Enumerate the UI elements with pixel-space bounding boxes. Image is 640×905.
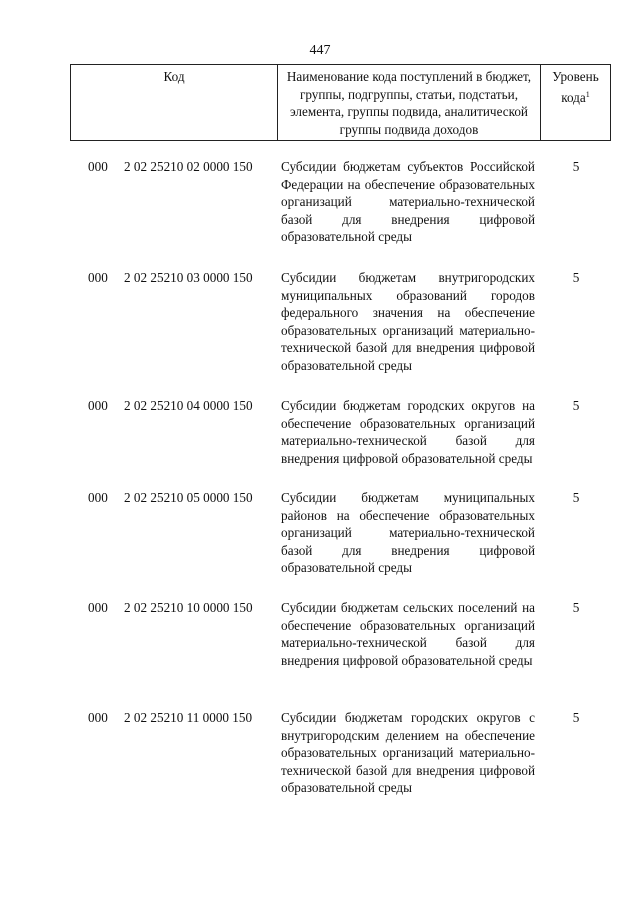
code-level: 5 bbox=[572, 600, 580, 615]
table-row bbox=[70, 397, 611, 489]
admin-code: 000 bbox=[88, 490, 108, 505]
code-level: 5 bbox=[572, 159, 580, 174]
table-row bbox=[70, 709, 611, 797]
header-level bbox=[541, 65, 611, 140]
table-row bbox=[70, 599, 611, 709]
revenue-name: Субсидии бюджетам муниципальных районов на обеспечение образовательных организаций материально-технической базой для внедрения цифровой образовательной среды bbox=[281, 490, 535, 575]
admin-code: 000 bbox=[88, 398, 108, 413]
revenue-name: Субсидии бюджетам внутригородских муниципальных образований городов федерального значения на обеспечение образовательных организаций материально-технической базой для внедрения цифровой образовательной среды bbox=[281, 270, 535, 373]
revenue-code: 2 02 25210 10 0000 150 bbox=[124, 600, 253, 615]
revenue-code: 2 02 25210 04 0000 150 bbox=[124, 398, 253, 413]
revenue-code: 2 02 25210 02 0000 150 bbox=[124, 159, 253, 174]
code-level: 5 bbox=[572, 710, 580, 725]
code-level: 5 bbox=[572, 490, 580, 505]
revenue-name: Субсидии бюджетам субъектов Российской Федерации на обеспечение образовательных организаций материально-технической базой для внедрения цифровой образовательной среды bbox=[281, 159, 535, 244]
table-body bbox=[70, 158, 611, 797]
code-level: 5 bbox=[572, 270, 580, 285]
admin-code: 000 bbox=[88, 600, 108, 615]
revenue-code: 2 02 25210 05 0000 150 bbox=[124, 490, 253, 505]
table-row bbox=[70, 158, 611, 269]
header-code: Код bbox=[70, 65, 277, 140]
table-header bbox=[70, 64, 611, 141]
revenue-name: Субсидии бюджетам сельских поселений на обеспечение образовательных организаций материально-технической базой для внедрения цифровой образовательной среды bbox=[281, 600, 535, 668]
code-level: 5 bbox=[572, 398, 580, 413]
admin-code: 000 bbox=[88, 270, 108, 285]
revenue-name: Субсидии бюджетам городских округов на обеспечение образовательных организаций материально-технической базой для внедрения цифровой образовательной среды bbox=[281, 398, 535, 466]
admin-code: 000 bbox=[88, 159, 108, 174]
revenue-code: 2 02 25210 03 0000 150 bbox=[124, 270, 253, 285]
header-level-label: Уровень кода bbox=[552, 69, 599, 105]
revenue-code: 2 02 25210 11 0000 150 bbox=[124, 710, 253, 725]
admin-code: 000 bbox=[88, 710, 108, 725]
table-row bbox=[70, 489, 611, 599]
table-row bbox=[70, 269, 611, 397]
footnote-marker: 1 bbox=[585, 89, 590, 99]
revenue-name: Субсидии бюджетам городских округов с внутригородским делением на обеспечение образовательных организаций материально-технической базой для внедрения цифровой образовательной среды bbox=[281, 710, 535, 795]
page-number: 447 bbox=[309, 43, 331, 58]
header-name: Наименование кода поступлений в бюджет, группы, подгруппы, статьи, подстатьи, элемента, группы подвида, аналитической группы подвида доходов bbox=[277, 65, 541, 140]
